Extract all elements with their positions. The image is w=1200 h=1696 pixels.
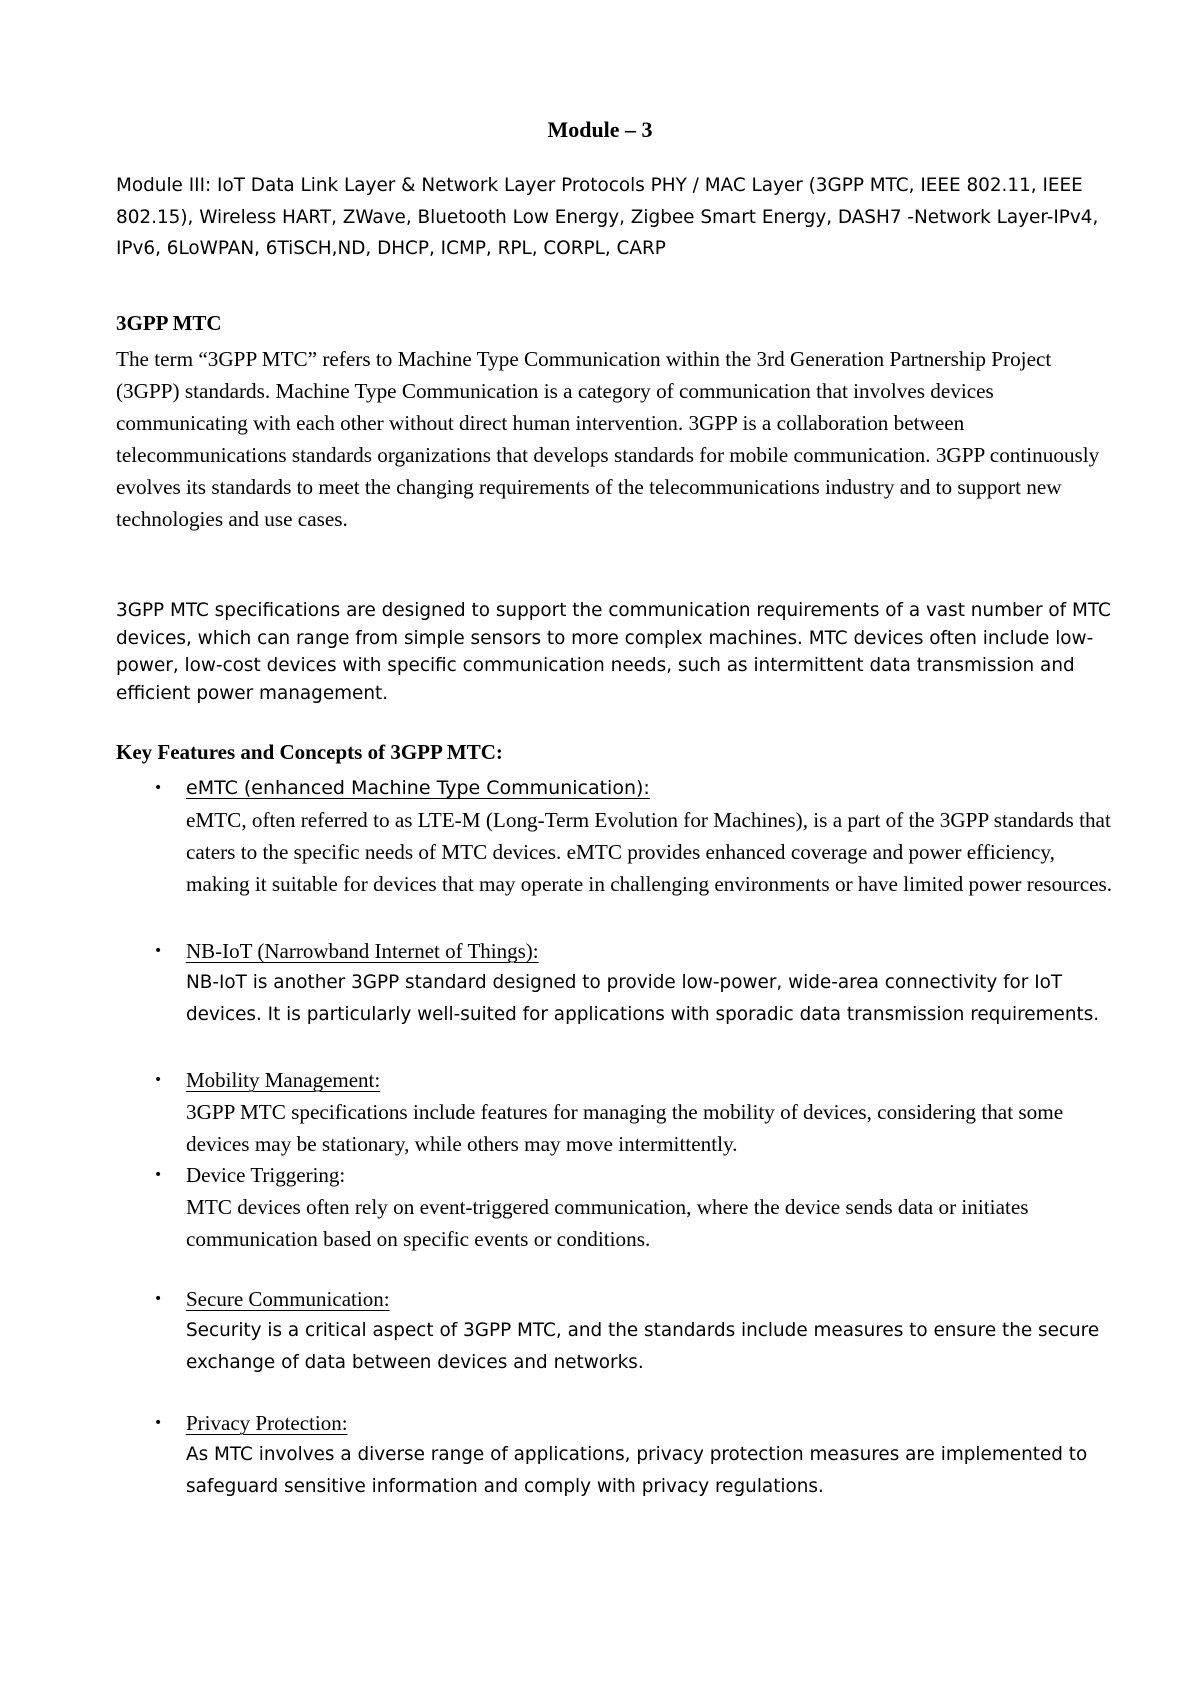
feature-label-nb-iot: NB-IoT (Narrowband Internet of Things): [186,939,539,963]
bullet-icon: • [154,1415,163,1431]
feature-text-triggering: MTC devices often rely on event-triggered communication, where the device sends data or initiates communication based on specific events or conditions. [186,1195,1029,1251]
feature-label-secure: Secure Communication: [186,1287,390,1311]
paragraph-specifications: 3GPP MTC specifications are designed to support the communication requirements of a vast number of MTC devices, which can range from simple sensors to more complex machines. MTC devices often include low-power, low-cost devices with specific communication needs, such as intermittent data transmission and efficient power management. [116,600,1111,704]
page-title: Module – 3 [547,117,653,142]
bullet-icon: • [154,1072,163,1088]
bullet-icon: • [154,1167,163,1183]
bullet-icon: • [154,943,163,959]
feature-text-emtc: eMTC, often referred to as LTE-M (Long-Term Evolution for Machines), is a part of the 3GPP standards that caters to the specific needs of MTC devices. eMTC provides enhanced coverage and power efficiency, making it suitable for devices that may operate in challenging environments or have limited power resources. [186,808,1113,896]
feature-label-emtc: eMTC (enhanced Machine Type Communication): [186,777,650,799]
bullet-icon: • [154,1291,163,1307]
section-heading: 3GPP MTC [116,311,222,335]
feature-label-privacy: Privacy Protection: [186,1411,348,1435]
feature-text-mobility: 3GPP MTC specifications include features for managing the mobility of devices, considering that some devices may be stationary, while others may move intermittently. [186,1100,1064,1156]
paragraph-definition: The term “3GPP MTC” refers to Machine Type Communication within the 3rd Generation Partnership Project (3GPP) standards. Machine Type Communication is a category of communication that involves devices communicating with each other without direct human intervention. 3GPP is a collaboration between telecommunications standards organizations that develops standards for mobile communication. 3GPP continuously evolves its standards to meet the changing requirements of the telecommunications industry and to support new technologies and use cases. [116,347,1100,531]
feature-text-nb-iot: NB-IoT is another 3GPP standard designed to provide low-power, wide-area connectivity for IoT devices. It is particularly well-suited for applications with sporadic data transmission requirements. [186,972,1100,1025]
feature-text-secure: Security is a critical aspect of 3GPP MTC, and the standards include measures to ensure the secure exchange of data between devices and networks. [186,1320,1100,1373]
feature-label-mobility: Mobility Management: [186,1068,381,1092]
bullet-icon: • [154,780,163,796]
module-intro: Module III: IoT Data Link Layer & Network Layer Protocols PHY / MAC Layer (3GPP MTC, IEEE 802.11, IEEE 802.15), Wireless HART, ZWave, Bluetooth Low Energy, Zigbee Smart Energy, DASH7 -Network Layer-IPv4, IPv6, 6LoWPAN, 6TiSCH,ND, DHCP, ICMP, RPL, CORPL, CARP [116,175,1099,259]
features-heading: Key Features and Concepts of 3GPP MTC: [116,740,503,764]
feature-label-triggering: Device Triggering: [186,1163,346,1187]
feature-text-privacy: As MTC involves a diverse range of applications, privacy protection measures are implemented to safeguard sensitive information and comply with privacy regulations. [186,1444,1088,1497]
